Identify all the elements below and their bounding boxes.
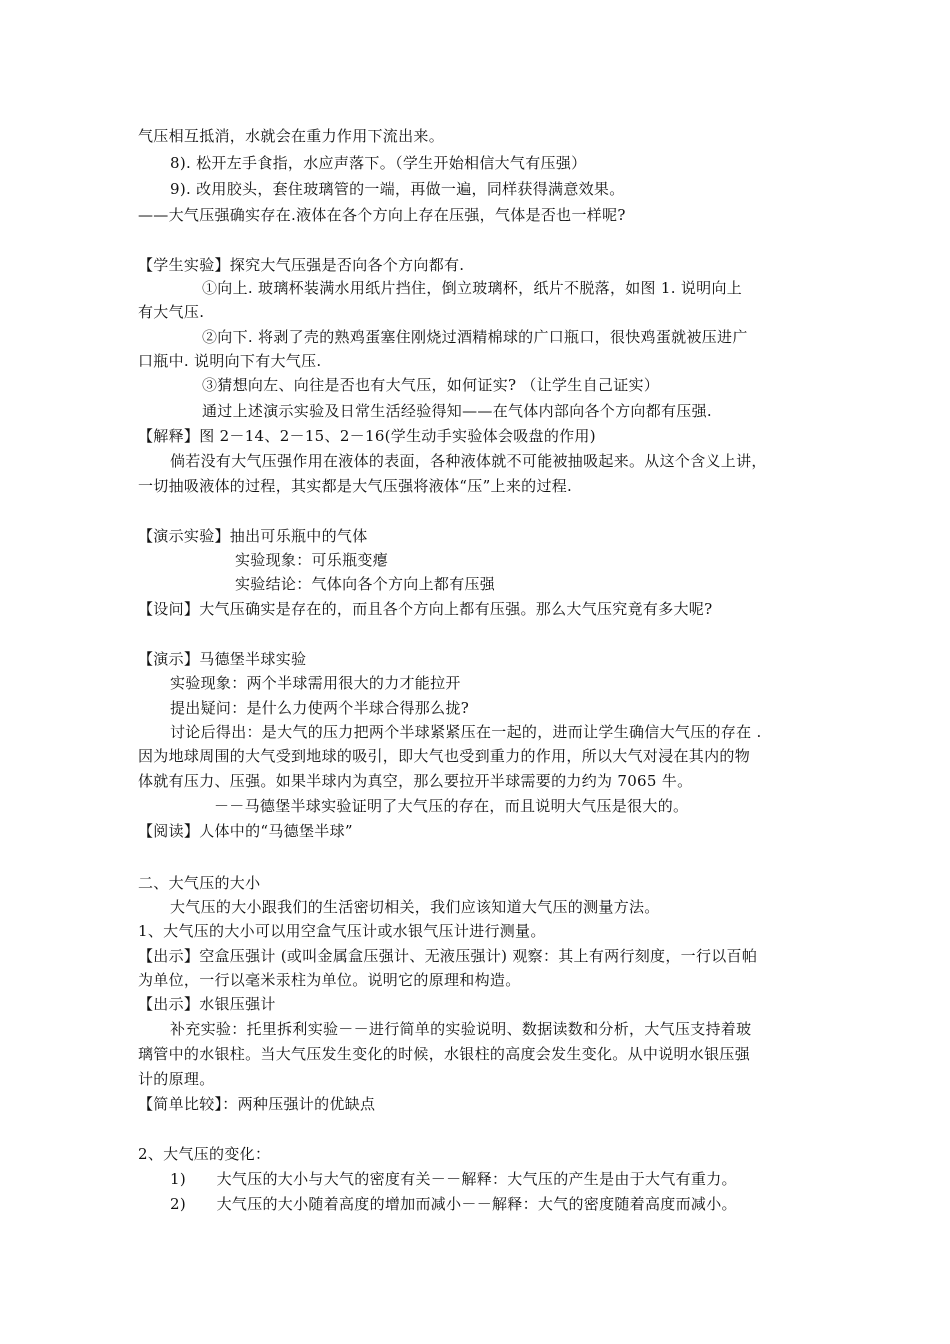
text-line: 大气压的大小跟我们的生活密切相关，我们应该知道大气压的测量方法。 bbox=[170, 898, 660, 916]
text-line: 为单位，一行以毫米汞柱为单位。说明它的原理和构造。 bbox=[138, 971, 521, 989]
text-line: 【出示】空盒压强计 (或叫金属盒压强计、无液压强计) 观察：其上有两行刻度，一行以百帕 bbox=[138, 947, 758, 965]
text-line: 8). 松开左手食指，水应声落下。（学生开始相信大气有压强） bbox=[170, 154, 587, 172]
text-line: 口瓶中. 说明向下有大气压. bbox=[138, 352, 322, 370]
section-heading: 2、大气压的变化： bbox=[138, 1145, 271, 1163]
text-line: 【简单比较】：两种压强计的优缺点 bbox=[138, 1095, 376, 1113]
list-item: 1) 大气压的大小与大气的密度有关－－解释：大气压的产生是由于大气有重力。 bbox=[170, 1170, 737, 1188]
text-line: ——大气压强确实存在.液体在各个方向上存在压强，气体是否也一样呢? bbox=[138, 206, 626, 224]
text-line: 【演示】马德堡半球实验 bbox=[138, 650, 307, 668]
text-line: ①向上. 玻璃杯装满水用纸片挡住，倒立玻璃杯，纸片不脱落，如图 1. 说明向上 bbox=[202, 279, 743, 297]
text-line: 倘若没有大气压强作用在液体的表面，各种液体就不可能被抽吸起来。从这个含义上讲， bbox=[170, 452, 767, 470]
text-line: 通过上述演示实验及日常生活经验得知——在气体内部向各个方向都有压强. bbox=[202, 402, 712, 420]
text-line: 实验结论：气体向各个方向上都有压强 bbox=[235, 575, 496, 593]
text-line: 【出示】水银压强计 bbox=[138, 995, 276, 1013]
text-line: 计的原理。 bbox=[138, 1070, 215, 1088]
text-line: 讨论后得出：是大气的压力把两个半球紧紧压在一起的，进而让学生确信大气压的存在 . bbox=[170, 723, 762, 741]
text-line: 【阅读】人体中的“马德堡半球” bbox=[138, 822, 353, 840]
text-line: ②向下. 将剥了壳的熟鸡蛋塞住刚烧过酒精棉球的广口瓶口，很快鸡蛋就被压进广 bbox=[202, 328, 748, 346]
text-line: －－马德堡半球实验证明了大气压的存在，而且说明大气压是很大的。 bbox=[214, 797, 689, 815]
text-line: 因为地球周围的大气受到地球的吸引，即大气也受到重力的作用，所以大气对浸在其内的物 bbox=[138, 747, 751, 765]
list-item: 2) 大气压的大小随着高度的增加而减小－－解释：大气的密度随着高度而减小。 bbox=[170, 1195, 737, 1213]
text-line: 【演示实验】抽出可乐瓶中的气体 bbox=[138, 527, 368, 545]
text-line: 9). 改用胶头，套住玻璃管的一端，再做一遍，同样获得满意效果。 bbox=[170, 180, 625, 198]
text-line: 有大气压. bbox=[138, 303, 205, 321]
text-line: 提出疑问：是什么力使两个半球合得那么拢? bbox=[170, 699, 470, 717]
text-line: 实验现象：两个半球需用很大的力才能拉开 bbox=[170, 674, 461, 692]
text-line: 气压相互抵消，水就会在重力作用下流出来。 bbox=[138, 127, 445, 145]
text-line: 1、大气压的大小可以用空盒气压计或水银气压计进行测量。 bbox=[138, 922, 546, 940]
text-line: 璃管中的水银柱。当大气压发生变化的时候，水银柱的高度会发生变化。从中说明水银压强 bbox=[138, 1045, 751, 1063]
text-line: 【学生实验】探究大气压强是否向各个方向都有. bbox=[138, 256, 465, 274]
text-line: 体就有压力、压强。如果半球内为真空，那么要拉开半球需要的力约为 7065 牛。 bbox=[138, 772, 693, 790]
text-line: 补充实验：托里拆利实验－－进行简单的实验说明、数据读数和分析，大气压支持着玻 bbox=[170, 1020, 752, 1038]
text-line: 【解释】图 2－14、2－15、2－16(学生动手实验体会吸盘的作用) bbox=[138, 427, 596, 445]
text-line: ③猜想向左、向往是否也有大气压，如何证实? （让学生自己证实） bbox=[202, 376, 660, 394]
text-line: 一切抽吸液体的过程，其实都是大气压强将液体“压”上来的过程. bbox=[138, 477, 573, 495]
text-line: 实验现象：可乐瓶变瘪 bbox=[235, 551, 389, 569]
text-line: 【设问】大气压确实是存在的，而且各个方向上都有压强。那么大气压究竟有多大呢? bbox=[138, 600, 713, 618]
section-heading: 二、大气压的大小 bbox=[138, 874, 261, 892]
